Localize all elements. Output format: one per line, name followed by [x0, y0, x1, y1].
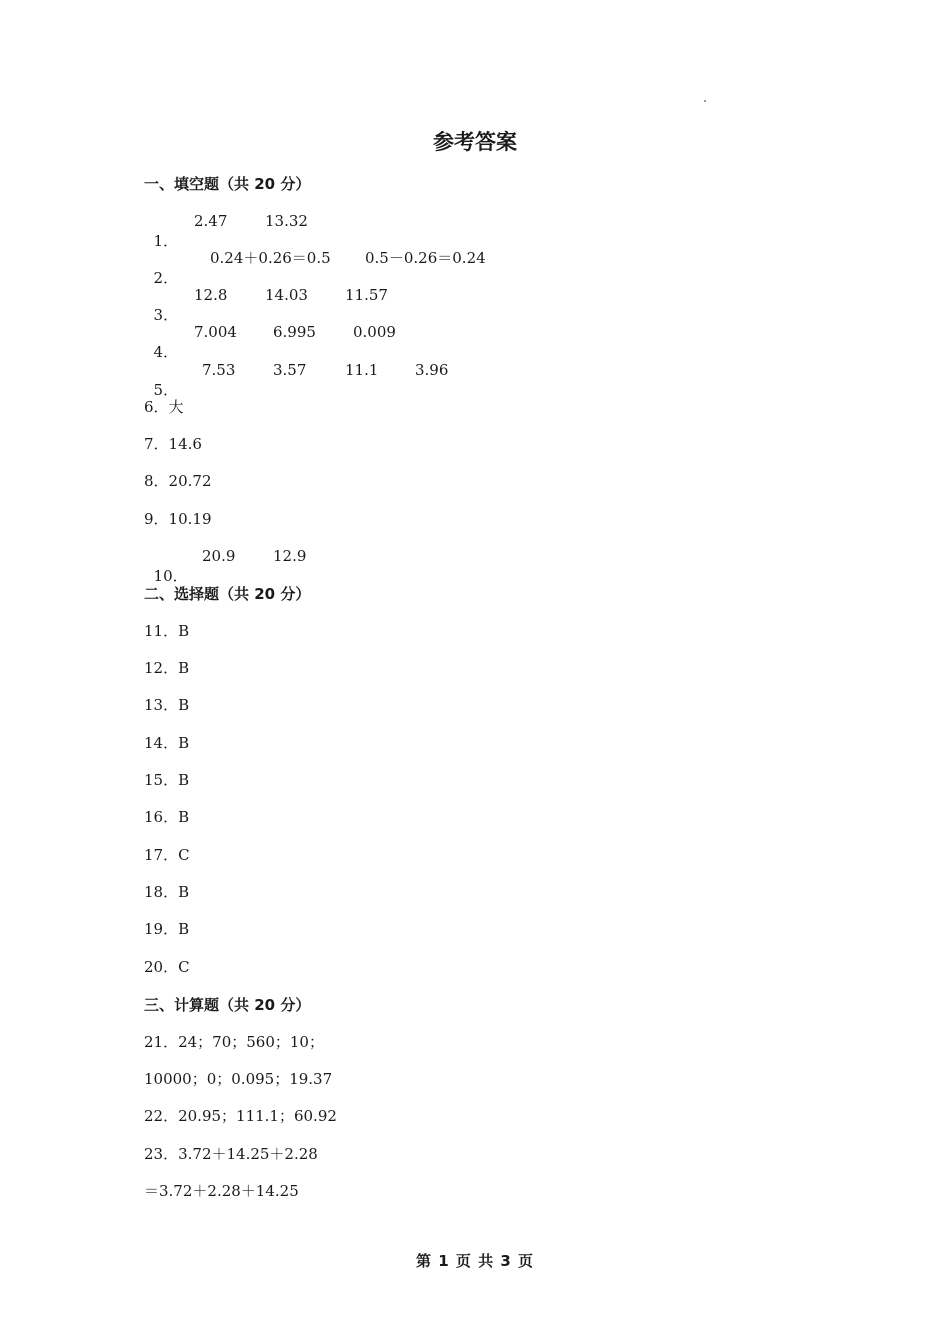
page-footer: 第 1 页 共 3 页: [416, 1252, 534, 1270]
answer-value: 7.53: [202, 361, 236, 379]
answer-line-20: 20．C: [144, 958, 190, 976]
answer-line-21-cont: 10000；0；0.095；19.37: [144, 1070, 333, 1088]
answer-value: 12.8: [194, 286, 228, 304]
section-heading-choice: 二、选择题（共 20 分）: [144, 585, 311, 603]
answer-line-15: 15．B: [144, 771, 190, 789]
answer-line-1: [144, 211, 308, 250]
answer-value: 6.995: [273, 323, 316, 341]
question-number: 4．: [153, 343, 179, 361]
question-number: 3．: [153, 306, 179, 324]
answer-line-4: [144, 322, 396, 361]
answer-value: 11.57: [345, 286, 388, 304]
answer-value: 0.5－0.26＝0.24: [365, 249, 486, 267]
answer-line-5: [144, 360, 449, 399]
answer-line-7: 7．14.6: [144, 435, 202, 453]
answer-value: 3.57: [273, 361, 307, 379]
answer-line-14: 14．B: [144, 734, 190, 752]
stray-mark: [704, 100, 706, 102]
answer-value: 12.9: [273, 547, 307, 565]
answer-line-12: 12．B: [144, 659, 190, 677]
answer-value: 2.47: [194, 212, 228, 230]
answer-line-18: 18．B: [144, 883, 190, 901]
answer-line-16: 16．B: [144, 808, 190, 826]
section-heading-calc: 三、计算题（共 20 分）: [144, 996, 311, 1014]
question-number: 5．: [153, 381, 179, 399]
question-number: 10．: [153, 567, 188, 585]
answer-value: 3.96: [415, 361, 449, 379]
section-heading-fill: 一、填空题（共 20 分）: [144, 175, 311, 193]
answer-value: 0.24＋0.26＝0.5: [210, 249, 331, 267]
answer-line-23: 23．3.72＋14.25＋2.28: [144, 1145, 318, 1163]
answer-line-22: 22．20.95；111.1；60.92: [144, 1107, 337, 1125]
answer-value: 0.009: [353, 323, 396, 341]
answer-value: 14.03: [265, 286, 308, 304]
answer-line-11: 11．B: [144, 622, 190, 640]
answer-value: 20.9: [202, 547, 236, 565]
question-number: 2．: [153, 269, 179, 287]
answer-value: 7.004: [194, 323, 237, 341]
answer-line-9: 9．10.19: [144, 510, 212, 528]
answer-line-3: [144, 285, 388, 324]
answer-line-21: 21．24；70；560；10；: [144, 1033, 324, 1051]
answer-line-13: 13．B: [144, 696, 190, 714]
answer-value: 13.32: [265, 212, 308, 230]
answer-line-6: 6．大: [144, 398, 184, 416]
answer-line-10: [144, 546, 307, 585]
answer-line-19: 19．B: [144, 920, 190, 938]
answer-line-2: [144, 248, 486, 287]
answer-line-23-step: ＝3.72＋2.28＋14.25: [144, 1182, 299, 1200]
answer-line-8: 8．20.72: [144, 472, 212, 490]
answer-line-17: 17．C: [144, 846, 190, 864]
answer-value: 11.1: [345, 361, 379, 379]
page-title: 参考答案: [433, 130, 517, 154]
question-number: 1．: [153, 232, 179, 250]
